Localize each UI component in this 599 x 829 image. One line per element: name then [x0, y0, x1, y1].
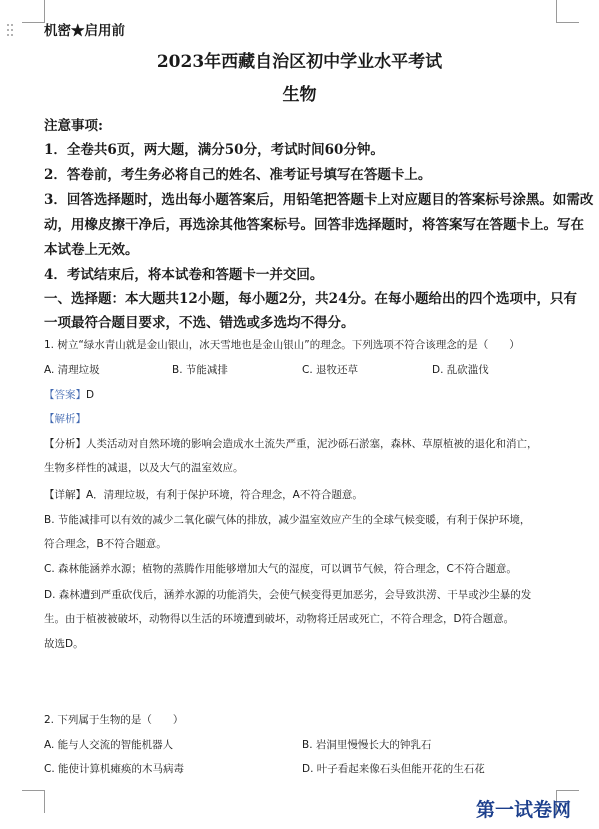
notes-line: 本试卷上无效。: [44, 242, 139, 258]
notes-line: 动，用橡皮擦干净后，再选涂其他答案标号。回答非选择题时，将答案写在答题卡上。写在: [44, 217, 584, 233]
option-d: D. 乱砍滥伐: [432, 364, 489, 376]
analysis-line: 生。由于植被被破坏，动物得以生活的环境遭到破坏，动物将迁居或死亡，不符合理念，D符合题意。: [44, 613, 515, 625]
analysis-line: D. 森林遭到严重砍伐后，涵养水源的功能消失，会使气候变得更加恶劣，会导致洪涝、干旱或沙尘暴的发: [44, 589, 532, 601]
answer-value: D: [86, 389, 95, 401]
question-stem: 2. 下列属于生物的是（ ）: [44, 714, 184, 726]
option-c: C. 退牧还草: [302, 364, 359, 376]
option-b: B. 岩洞里慢慢长大的钟乳石: [302, 739, 432, 751]
corner-mark-top-right: [556, 0, 579, 23]
watermark-logo: 第一试卷网: [476, 799, 572, 821]
analysis-tag: 【解析】: [44, 413, 86, 425]
notes-line: 2．答卷前，考生务必将自己的姓名、准考证号填写在答题卡上。: [44, 167, 432, 183]
page-title: 2023年西藏自治区初中学业水平考试: [156, 52, 443, 72]
notes-line: 3．回答选择题时，选出每小题答案后，用铅笔把答题卡上对应题目的答案标号涂黑。如需改: [44, 192, 594, 208]
section-heading: 一、选择题：本大题共12小题，每小题2分，共24分。在每小题给出的四个选项中，只有: [44, 291, 577, 307]
answer-line: [44, 387, 94, 402]
analysis-line: 生物多样性的减退，以及大气的温室效应。: [44, 462, 244, 474]
analysis-line: C. 森林能涵养水源；植物的蒸腾作用能够增加大气的湿度，可以调节气候，符合理念，C不符合题意。: [44, 563, 517, 575]
answer-tag: 【答案】: [44, 389, 86, 401]
section-heading: 一项最符合题目要求，不选、错选或多选均不得分。: [44, 315, 355, 331]
notes-heading: 注意事项:: [44, 118, 103, 134]
corner-mark-top-left: [22, 0, 45, 23]
corner-mark-bottom-left: [22, 790, 45, 813]
question-stem: 1. 树立“绿水青山就是金山银山，冰天雪地也是金山银山”的理念。下列选项不符合该理念的是（ ）: [44, 339, 520, 351]
analysis-line: 符合理念，B不符合题意。: [44, 538, 167, 550]
analysis-line: B. 节能减排可以有效的减少二氧化碳气体的排放，减少温室效应产生的全球气候变暖，有利于保护环境，: [44, 514, 531, 526]
option-b: B. 节能减排: [172, 364, 228, 376]
option-d: D. 叶子看起来像石头但能开花的生石花: [302, 763, 485, 775]
analysis-line: 故选D。: [44, 638, 84, 650]
analysis-line: 【详解】A．清理垃圾，有利于保护环境，符合理念，A不符合题意。: [44, 489, 363, 501]
analysis-line: 【分析】人类活动对自然环境的影响会造成水土流失严重，泥沙砾石淤塞，森林、草原植被的退化和消亡，: [44, 438, 538, 450]
drag-handle-icon[interactable]: [7, 24, 15, 40]
option-c: C. 能使计算机瘫痪的木马病毒: [44, 763, 185, 775]
subject-title: 生物: [282, 85, 317, 105]
option-a: A. 能与人交流的智能机器人: [44, 739, 174, 751]
notes-line: 4．考试结束后，将本试卷和答题卡一并交回。: [44, 267, 324, 283]
secret-label: 机密★启用前: [44, 23, 125, 39]
option-a: A. 清理垃圾: [44, 364, 100, 376]
notes-line: 1．全卷共6页，两大题，满分50分，考试时间60分钟。: [44, 142, 384, 158]
